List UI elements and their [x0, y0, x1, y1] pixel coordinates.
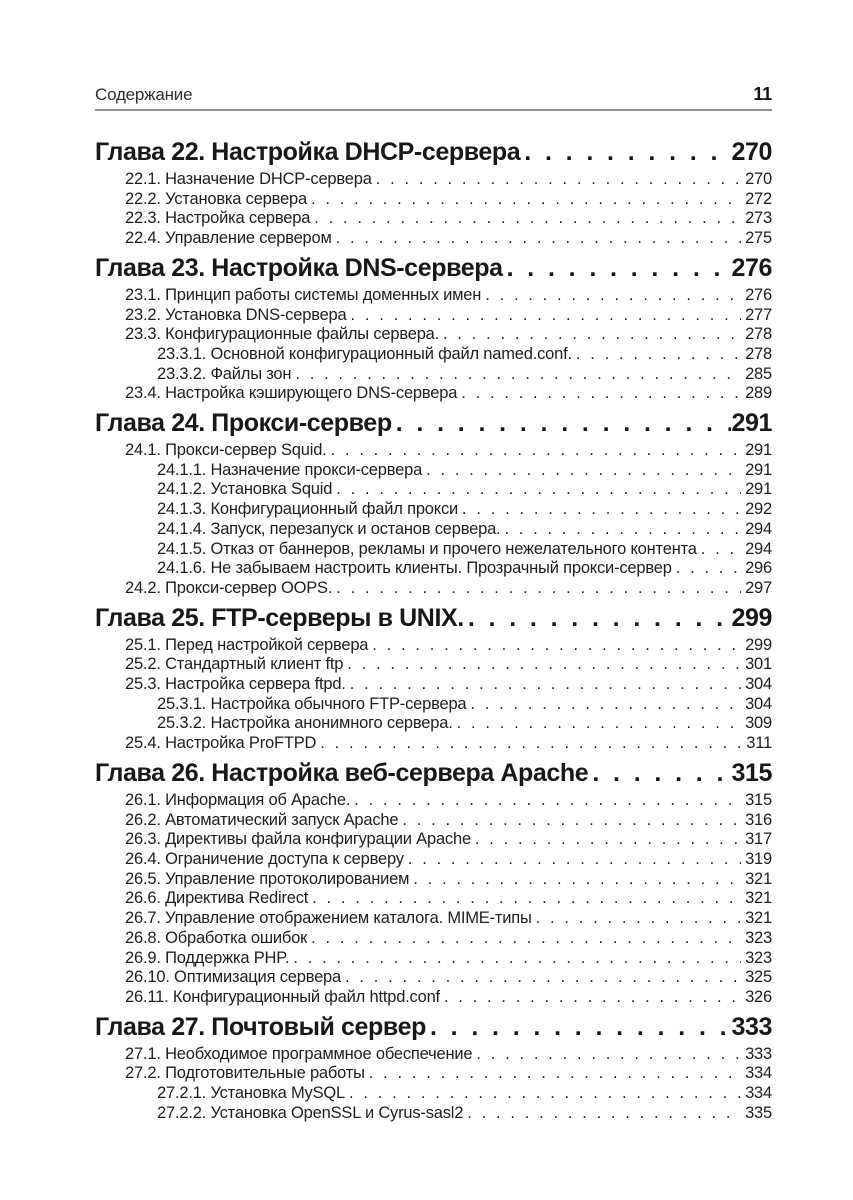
- dot-leader: [457, 714, 741, 734]
- dot-leader: [467, 1104, 741, 1124]
- entry-title: 22.1. Назначение DHCP-сервера: [125, 170, 372, 188]
- entry-title: 26.10. Оптимизация сервера: [125, 968, 342, 987]
- entry-title: 26.6. Директива Redirect: [125, 889, 309, 908]
- toc-entry: [95, 306, 772, 326]
- entry-title: 27.2.2. Установка OpenSSL и Cyrus-sasl2: [157, 1103, 464, 1122]
- entry-title: 25.4. Настройка ProFTPD: [125, 734, 317, 753]
- table-of-contents: [95, 137, 772, 1123]
- entry-title: 23.4. Настройка кэширующего DNS-сервера: [125, 384, 458, 403]
- entry-page-number: 276: [745, 285, 772, 304]
- entry-title: 26.2. Автоматический запуск Apache: [125, 810, 399, 829]
- chapter-page-number: 276: [731, 253, 772, 282]
- entry-page-number: 321: [745, 889, 772, 908]
- entry-page-number: 325: [745, 968, 772, 987]
- dot-leader: [592, 758, 731, 788]
- entry-page-number: 291: [745, 480, 772, 499]
- toc-entry: [95, 695, 772, 715]
- entry-page-number: 277: [745, 305, 772, 324]
- entry-page-number: 311: [746, 734, 772, 753]
- chapter-page-number: 270: [731, 138, 772, 166]
- entry-title: 24.2. Прокси-сервер OOPS.: [125, 578, 333, 597]
- toc-entry: [95, 655, 772, 675]
- entry-title: 24.1.5. Отказ от баннеров, рекламы и прочего нежелательного контента: [157, 539, 697, 558]
- entry-title: 27.1. Необходимое программное обеспечение: [125, 1044, 473, 1063]
- dot-leader: [504, 520, 741, 540]
- entry-page-number: 334: [745, 1064, 772, 1083]
- toc-chapter: [95, 408, 772, 599]
- entry-title: 22.4. Управление сервером: [125, 229, 332, 248]
- toc-entry: [95, 968, 772, 988]
- chapter-page-number: 291: [731, 409, 772, 438]
- entry-page-number: 278: [745, 344, 772, 363]
- toc-chapter: [95, 1012, 772, 1124]
- toc-entry: [95, 286, 772, 306]
- entry-title: 25.3. Настройка сервера ftpd.: [125, 675, 346, 694]
- entry-page-number: 294: [745, 539, 772, 558]
- entry-title: 27.2.1. Установка MySQL: [157, 1084, 346, 1103]
- entry-title: 23.3.2. Файлы зон: [157, 364, 292, 383]
- toc-entry: [95, 1104, 772, 1124]
- entry-page-number: 285: [745, 364, 772, 383]
- toc-chapter: [95, 253, 772, 404]
- entry-title: 25.3.1. Настройка обычного FTP-сервера: [157, 694, 467, 713]
- entry-page-number: 335: [745, 1103, 772, 1122]
- dot-leader: [475, 830, 741, 850]
- chapter-title: Глава 26. Настройка веб-сервера Apache: [95, 758, 589, 787]
- entry-title: 23.1. Принцип работы системы доменных имен: [125, 285, 482, 304]
- toc-entry: [95, 559, 772, 579]
- toc-chapter: [95, 758, 772, 1008]
- dot-leader: [345, 968, 741, 988]
- toc-entry: [95, 870, 772, 890]
- entry-page-number: 294: [745, 519, 772, 538]
- toc-entry: [95, 579, 772, 599]
- entry-page-number: 334: [745, 1084, 772, 1103]
- chapter-title: Глава 25. FTP-серверы в UNIX.: [95, 603, 464, 632]
- toc-entry: [95, 540, 772, 560]
- dot-leader: [470, 695, 741, 715]
- toc-entry: [95, 229, 772, 249]
- entry-title: 24.1.3. Конфигурационный файл прокси: [157, 500, 459, 519]
- toc-chapter: [95, 603, 772, 754]
- toc-entry: [95, 850, 772, 870]
- dot-leader: [293, 949, 741, 969]
- entry-page-number: 333: [745, 1044, 772, 1063]
- dot-leader: [507, 253, 732, 283]
- entry-title: 23.3.1. Основной конфигурационный файл named.conf.: [157, 344, 572, 363]
- dot-leader: [676, 559, 741, 579]
- dot-leader: [444, 988, 741, 1008]
- dot-leader: [576, 345, 741, 365]
- dot-leader: [331, 441, 741, 461]
- dot-leader: [396, 408, 732, 438]
- entry-title: 24.1.2. Установка Squid: [157, 480, 333, 499]
- entry-page-number: 297: [745, 578, 772, 597]
- entry-page-number: 299: [745, 635, 772, 654]
- chapter-heading: [95, 603, 772, 633]
- dot-leader: [336, 229, 741, 249]
- toc-entry: [95, 345, 772, 365]
- dot-leader: [311, 929, 741, 949]
- entry-page-number: 291: [745, 460, 772, 479]
- chapter-page-number: 315: [731, 758, 772, 787]
- toc-entry: [95, 1084, 772, 1104]
- chapter-title: Глава 27. Почтовый сервер: [95, 1012, 426, 1041]
- dot-leader: [485, 286, 741, 306]
- entry-page-number: 316: [745, 810, 772, 829]
- dot-leader: [349, 1084, 741, 1104]
- entry-page-number: 296: [745, 559, 772, 578]
- dot-leader: [336, 480, 741, 500]
- dot-leader: [468, 603, 732, 633]
- toc-entry: [95, 190, 772, 210]
- toc-entry: [95, 461, 772, 481]
- dot-leader: [320, 734, 742, 754]
- entry-page-number: 315: [745, 790, 772, 809]
- chapter-title: Глава 22. Настройка DHCP-сервера: [95, 138, 521, 166]
- entry-title: 24.1.6. Не забываем настроить клиенты. Прозрачный прокси-сервер: [157, 559, 672, 578]
- page-number: 11: [753, 84, 772, 104]
- dot-leader: [536, 909, 741, 929]
- chapter-title: Глава 23. Настройка DNS-сервера: [95, 253, 503, 282]
- toc-entry: [95, 1045, 772, 1065]
- entry-page-number: 323: [745, 928, 772, 947]
- dot-leader: [351, 306, 742, 326]
- dot-leader: [476, 1045, 741, 1065]
- entry-title: 22.3. Настройка сервера: [125, 209, 311, 228]
- toc-entry: [95, 636, 772, 656]
- toc-entry: [95, 909, 772, 929]
- running-head: [95, 84, 772, 111]
- dot-leader: [376, 170, 741, 190]
- entry-title: 25.3.2. Настройка анонимного сервера.: [157, 714, 453, 733]
- dot-leader: [311, 190, 741, 210]
- entry-page-number: 273: [745, 209, 772, 228]
- toc-entry: [95, 988, 772, 1008]
- toc-entry: [95, 500, 772, 520]
- entry-page-number: 321: [745, 909, 772, 928]
- toc-entry: [95, 734, 772, 754]
- toc-entry: [95, 520, 772, 540]
- toc-entry: [95, 791, 772, 811]
- dot-leader: [461, 384, 741, 404]
- dot-leader: [413, 870, 741, 890]
- dot-leader: [314, 209, 741, 229]
- entry-title: 23.2. Установка DNS-сервера: [125, 305, 347, 324]
- entry-title: 25.2. Стандартный клиент ftp: [125, 655, 344, 674]
- dot-leader: [408, 850, 741, 870]
- toc-entry: [95, 384, 772, 404]
- entry-title: 24.1.1. Назначение прокси-сервера: [157, 460, 423, 479]
- entry-page-number: 270: [745, 170, 772, 188]
- toc-entry: [95, 170, 772, 190]
- entry-title: 24.1. Прокси-сервер Squid.: [125, 441, 327, 460]
- entry-title: 23.3. Конфигурационные файлы сервера.: [125, 325, 440, 344]
- toc-entry: [95, 325, 772, 345]
- toc-entry: [95, 889, 772, 909]
- dot-leader: [347, 655, 741, 675]
- dot-leader: [524, 137, 731, 167]
- entry-page-number: 309: [745, 714, 772, 733]
- chapter-heading: [95, 1012, 772, 1042]
- toc-entry: [95, 480, 772, 500]
- chapter-heading: [95, 253, 772, 283]
- entry-title: 26.11. Конфигурационный файл httpd.conf: [125, 987, 440, 1006]
- dot-leader: [701, 540, 741, 560]
- entry-title: 26.5. Управление протоколированием: [125, 869, 410, 888]
- entry-page-number: 292: [745, 500, 772, 519]
- entry-title: 26.7. Управление отображением каталога. MIME-типы: [125, 909, 532, 928]
- entry-title: 26.1. Информация об Apache.: [125, 790, 351, 809]
- chapter-heading: [95, 408, 772, 438]
- entry-title: 26.3. Директивы файла конфигурации Apache: [125, 830, 471, 849]
- entry-page-number: 319: [745, 849, 772, 868]
- entry-title: 26.9. Поддержка PHP.: [125, 948, 290, 967]
- dot-leader: [350, 675, 741, 695]
- toc-entry: [95, 675, 772, 695]
- dot-leader: [372, 636, 741, 656]
- dot-leader: [430, 1012, 732, 1042]
- chapter-title: Глава 24. Прокси-сервер: [95, 409, 392, 438]
- dot-leader: [426, 461, 741, 481]
- chapter-heading: [95, 758, 772, 788]
- entry-page-number: 304: [745, 675, 772, 694]
- entry-page-number: 326: [745, 987, 772, 1006]
- dot-leader: [369, 1064, 741, 1084]
- chapter-heading: [95, 137, 772, 167]
- dot-leader: [402, 811, 741, 831]
- dot-leader: [462, 500, 741, 520]
- entry-page-number: 304: [745, 694, 772, 713]
- entry-title: 24.1.4. Запуск, перезапуск и останов сервера.: [157, 519, 501, 538]
- toc-entry: [95, 1064, 772, 1084]
- entry-title: 27.2. Подготовительные работы: [125, 1064, 365, 1083]
- dot-leader: [443, 325, 741, 345]
- toc-entry: [95, 365, 772, 385]
- toc-entry: [95, 714, 772, 734]
- chapter-page-number: 333: [731, 1012, 772, 1041]
- toc-entry: [95, 830, 772, 850]
- entry-page-number: 321: [745, 869, 772, 888]
- entry-page-number: 275: [745, 229, 772, 248]
- entry-page-number: 323: [745, 948, 772, 967]
- chapter-page-number: 299: [731, 603, 772, 632]
- entry-title: 25.1. Перед настройкой сервера: [125, 635, 369, 654]
- entry-page-number: 317: [745, 830, 772, 849]
- running-head-title: Содержание: [95, 85, 193, 104]
- toc-entry: [95, 949, 772, 969]
- toc-entry: [95, 209, 772, 229]
- toc-chapter: [95, 137, 772, 249]
- entry-page-number: 301: [745, 655, 772, 674]
- entry-page-number: 291: [745, 441, 772, 460]
- dot-leader: [336, 579, 741, 599]
- entry-title: 26.8. Обработка ошибок: [125, 928, 308, 947]
- dot-leader: [295, 365, 741, 385]
- entry-page-number: 272: [745, 189, 772, 208]
- entry-page-number: 289: [745, 384, 772, 403]
- dot-leader: [354, 791, 741, 811]
- toc-entry: [95, 441, 772, 461]
- toc-entry: [95, 929, 772, 949]
- toc-entry: [95, 811, 772, 831]
- dot-leader: [312, 889, 741, 909]
- entry-title: 22.2. Установка сервера: [125, 189, 307, 208]
- entry-title: 26.4. Ограничение доступа к серверу: [125, 849, 404, 868]
- entry-page-number: 278: [745, 325, 772, 344]
